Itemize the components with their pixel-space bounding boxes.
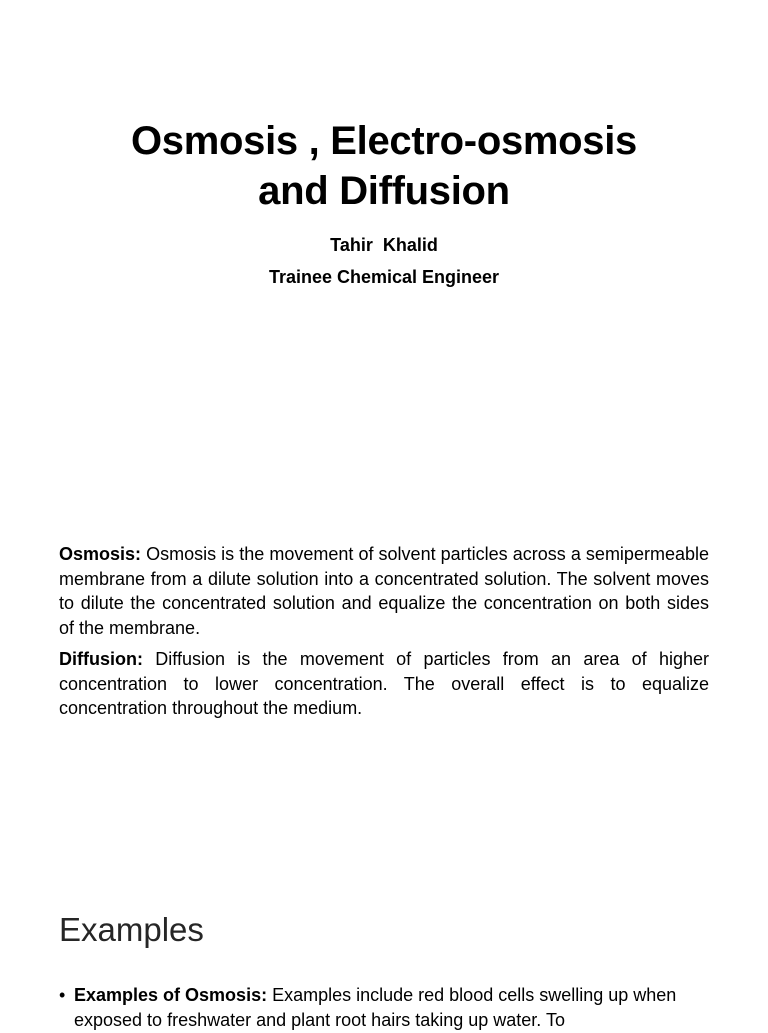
example-term: Examples of Osmosis: bbox=[74, 985, 268, 1005]
title-line-2: and Diffusion bbox=[258, 169, 510, 213]
bullet-icon: • bbox=[59, 985, 66, 1005]
definition-diffusion bbox=[59, 647, 709, 721]
definitions-section bbox=[59, 542, 709, 728]
examples-list bbox=[59, 983, 699, 1033]
author-block bbox=[0, 229, 768, 293]
author-role: Trainee Chemical Engineer bbox=[268, 267, 500, 287]
examples-heading: Examples bbox=[59, 911, 204, 948]
definition-osmosis bbox=[59, 542, 709, 640]
example-text: Examples include red blood cells swelling up when exposed to freshwater and plant root hairs taking up water. To bbox=[74, 985, 677, 1030]
definition-term: Osmosis: bbox=[59, 544, 142, 564]
list-item bbox=[59, 983, 699, 1033]
title-line-1: Osmosis , Electro-osmosis bbox=[130, 119, 638, 163]
author-name: Tahir Khalid bbox=[330, 235, 438, 255]
definition-text: Diffusion is the movement of particles from an area of higher concentration to lower concentration. The overall effect is to equalize concentration throughout the medium. bbox=[59, 649, 709, 718]
definition-text: Osmosis is the movement of solvent particles across a semipermeable membrane from a dilute solution into a concentrated solution. The solvent moves to dilute the concentrated solution and equalize the concentration on both sides of the membrane. bbox=[59, 544, 709, 638]
definition-term: Diffusion: bbox=[59, 649, 143, 669]
slide-title bbox=[0, 116, 768, 216]
